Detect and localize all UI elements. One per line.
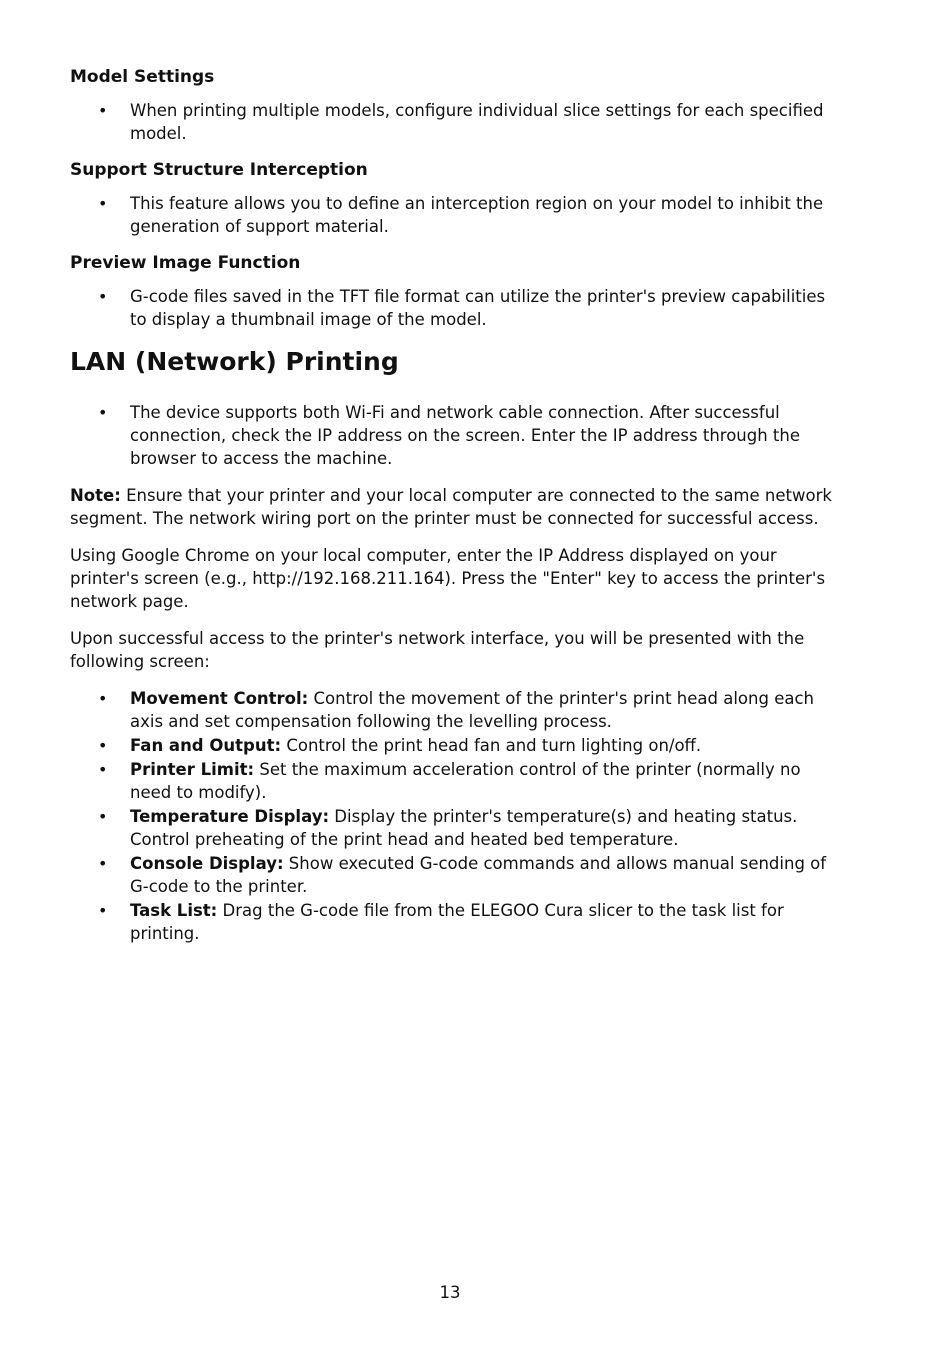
bullet-icon: • [98,760,108,779]
feature-text: Set the maximum acceleration control of the printer (normally no need to modify). [130,760,801,802]
chrome-access-paragraph: Using Google Chrome on your local computer, enter the IP Address displayed on your printer's screen (e.g., http://192.168.211.164). Press the "Enter" key to access the printer's network page. [70,546,826,611]
preview-image-list [70,285,840,331]
bullet-icon: • [98,403,108,422]
lan-printing-list [70,401,840,470]
list-item [70,401,840,470]
note-paragraph [70,484,840,530]
bullet-icon: • [98,901,108,920]
interface-intro-paragraph: Upon successful access to the printer's network interface, you will be presented with the following screen: [70,629,805,671]
page-number: 13 [439,1283,461,1302]
feature-label: Temperature Display: [130,807,330,826]
note-label: Note: [70,486,121,505]
model-settings-list [70,99,840,145]
feature-label: Fan and Output: [130,736,282,755]
support-interception-list [70,192,840,238]
feature-text: Control the movement of the printer's print head along each axis and set compensation following the levelling process. [130,689,814,731]
feature-label: Movement Control: [130,689,309,708]
feature-text: Show executed G-code commands and allows manual sending of G-code to the printer. [130,854,827,896]
bullet-icon: • [98,807,108,826]
document-page [70,66,840,959]
list-item [70,852,840,898]
feature-text: Control the print head fan and turn lighting on/off. [281,736,702,755]
note-text: Ensure that your printer and your local computer are connected to the same network segment. The network wiring port on the printer must be connected for successful access. [70,486,832,528]
list-item-text: When printing multiple models, configure individual slice settings for each specified model. [130,101,824,143]
list-item-text: The device supports both Wi-Fi and network cable connection. After successful connection, check the IP address on the screen. Enter the IP address through the browser to access the machine. [130,403,801,468]
list-item [70,285,840,331]
list-item [70,192,840,238]
bullet-icon: • [98,689,108,708]
feature-label: Console Display: [130,854,284,873]
bullet-icon: • [98,194,108,213]
list-item [70,758,840,804]
bullet-icon: • [98,854,108,873]
list-item-text: This feature allows you to define an interception region on your model to inhibit the generation of support material. [130,194,824,236]
feature-label: Printer Limit: [130,760,255,779]
model-settings-heading: Model Settings [70,67,215,87]
list-item [70,734,840,757]
list-item [70,99,840,145]
support-interception-heading: Support Structure Interception [70,160,368,180]
feature-label: Task List: [130,901,218,920]
feature-list [70,687,840,945]
list-item [70,805,840,851]
lan-printing-title: LAN (Network) Printing [70,347,399,376]
feature-text: Drag the G-code file from the ELEGOO Cura slicer to the task list for printing. [130,901,784,943]
bullet-icon: • [98,101,108,120]
list-item-text: G-code files saved in the TFT file format can utilize the printer's preview capabilities to display a thumbnail image of the model. [130,287,826,329]
bullet-icon: • [98,287,108,306]
list-item [70,899,840,945]
feature-text: Display the printer's temperature(s) and heating status. Control preheating of the print head and heated bed temperature. [130,807,798,849]
bullet-icon: • [98,736,108,755]
list-item [70,687,840,733]
preview-image-heading: Preview Image Function [70,253,301,273]
